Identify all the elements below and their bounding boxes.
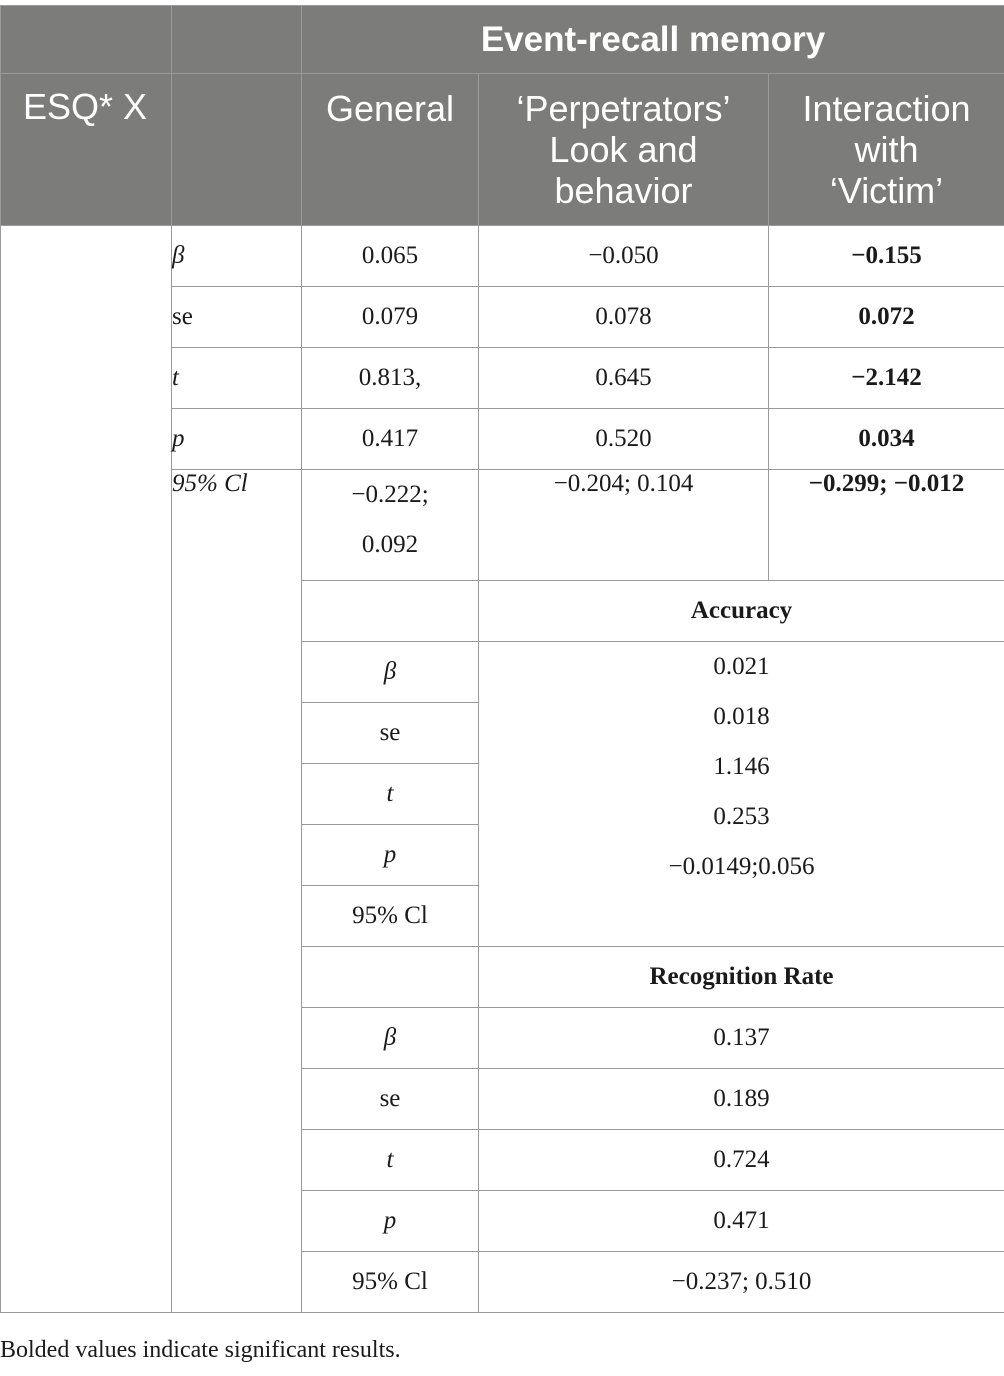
general-value: 0.813, xyxy=(302,348,479,409)
perpetrators-value: 0.078 xyxy=(479,287,769,348)
accuracy-value: 0.021 xyxy=(713,653,770,680)
accuracy-value: 1.146 xyxy=(713,753,770,780)
perpetrators-value: −0.050 xyxy=(479,226,769,287)
header-perpetrators-line-1: ‘Perpetrators’ xyxy=(516,88,731,129)
interaction-value: −0.155 xyxy=(769,226,1004,287)
accuracy-title: Accuracy xyxy=(479,581,1004,642)
accuracy-stat-label: t xyxy=(302,764,479,825)
header-interaction-line-2: with xyxy=(854,129,919,170)
interaction-ci: −0.299; −0.012 xyxy=(769,470,1004,581)
header-row-columns xyxy=(1,74,1004,226)
stat-label: se xyxy=(172,287,302,348)
accuracy-stat-label: se xyxy=(302,703,479,764)
header-interaction xyxy=(769,74,1004,226)
general-value: 0.079 xyxy=(302,287,479,348)
recognition-stat-label: β xyxy=(302,1008,479,1069)
header-empty-2 xyxy=(172,6,302,74)
general-ci xyxy=(302,470,479,581)
recognition-stat-label: se xyxy=(302,1069,479,1130)
general-value: 0.065 xyxy=(302,226,479,287)
header-interaction-line-1: Interaction xyxy=(802,88,971,129)
accuracy-stat-label: p xyxy=(302,825,479,886)
general-ci-line-2: 0.092 xyxy=(361,531,419,558)
recognition-stat-label: t xyxy=(302,1130,479,1191)
header-event-recall: Event-recall memory xyxy=(302,6,1004,74)
interaction-value: −2.142 xyxy=(769,348,1004,409)
interaction-value: 0.034 xyxy=(769,409,1004,470)
accuracy-value: 0.253 xyxy=(713,803,770,830)
recognition-value: 0.189 xyxy=(479,1069,1004,1130)
accuracy-stat-label: β xyxy=(302,642,479,703)
stat-label: t xyxy=(172,348,302,409)
header-perpetrators-line-2: Look and xyxy=(549,129,698,170)
recognition-value: −0.237; 0.510 xyxy=(479,1252,1004,1313)
recognition-blank xyxy=(302,947,479,1008)
table-row xyxy=(1,226,1004,287)
perpetrators-ci: −0.204; 0.104 xyxy=(479,470,769,581)
general-value: 0.417 xyxy=(302,409,479,470)
accuracy-value: 0.018 xyxy=(713,703,770,730)
table-footnote: Bolded values indicate significant results. xyxy=(0,1337,401,1363)
header-general: General xyxy=(302,74,479,226)
accuracy-stat-label: 95% Cl xyxy=(302,886,479,947)
header-empty-1 xyxy=(1,6,172,74)
general-ci-line-1: −0.222; xyxy=(351,481,429,508)
perpetrators-value: 0.520 xyxy=(479,409,769,470)
perpetrators-value: 0.645 xyxy=(479,348,769,409)
accuracy-value: −0.0149;0.056 xyxy=(668,853,815,880)
recognition-value: 0.471 xyxy=(479,1191,1004,1252)
recognition-value: 0.724 xyxy=(479,1130,1004,1191)
header-empty-3 xyxy=(172,74,302,226)
ci-stat-label: 95% Cl xyxy=(172,470,302,1313)
header-interaction-line-3: ‘Victim’ xyxy=(829,170,944,211)
header-perpetrators-line-3: behavior xyxy=(554,170,693,211)
stat-label: p xyxy=(172,409,302,470)
stat-label: β xyxy=(172,226,302,287)
recognition-value: 0.137 xyxy=(479,1008,1004,1069)
header-perpetrators xyxy=(479,74,769,226)
results-table xyxy=(0,5,1004,1313)
header-row-group xyxy=(1,6,1004,74)
row-label-blank xyxy=(1,226,172,1313)
interaction-value: 0.072 xyxy=(769,287,1004,348)
recognition-stat-label: p xyxy=(302,1191,479,1252)
accuracy-values xyxy=(479,642,1004,947)
recognition-title: Recognition Rate xyxy=(479,947,1004,1008)
recognition-stat-label: 95% Cl xyxy=(302,1252,479,1313)
accuracy-blank xyxy=(302,581,479,642)
header-row-label: ESQ* X xyxy=(1,74,172,226)
